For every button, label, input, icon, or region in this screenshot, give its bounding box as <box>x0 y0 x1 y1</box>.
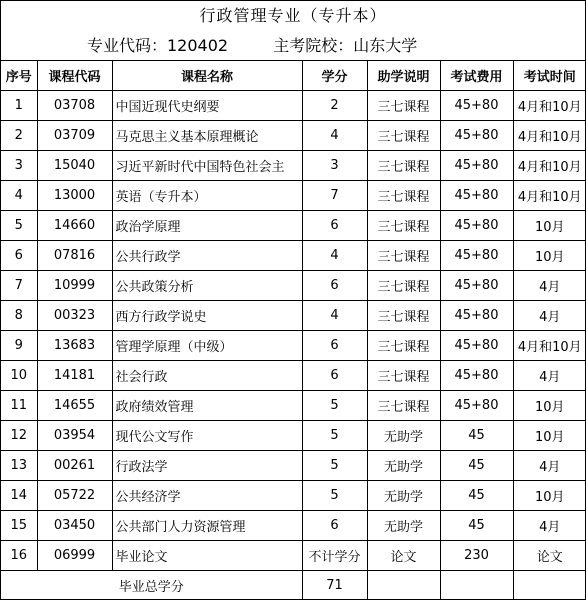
table-row <box>1 91 586 121</box>
header-row <box>1 61 586 91</box>
exam-time: 4月和10月 <box>513 121 586 151</box>
assist-note: 三七课程 <box>367 211 440 241</box>
table-row <box>1 301 586 331</box>
exam-fee: 45+80 <box>440 331 513 361</box>
row-index: 7 <box>1 271 37 301</box>
row-index: 10 <box>1 361 37 391</box>
assist-note: 无助学 <box>367 451 440 481</box>
course-credits: 5 <box>302 451 367 481</box>
exam-fee: 45+80 <box>440 241 513 271</box>
course-credits: 6 <box>302 361 367 391</box>
exam-time: 10月 <box>513 211 586 241</box>
course-name: 中国近现代史纲要 <box>112 91 302 121</box>
assist-note: 无助学 <box>367 511 440 541</box>
table-row <box>1 241 586 271</box>
course-credits: 6 <box>302 271 367 301</box>
row-index: 3 <box>1 151 37 181</box>
exam-fee: 45+80 <box>440 151 513 181</box>
exam-time: 4月和10月 <box>513 91 586 121</box>
course-credits: 3 <box>302 151 367 181</box>
course-credits: 2 <box>302 91 367 121</box>
header-course-name: 课程名称 <box>112 61 302 91</box>
assist-note: 三七课程 <box>367 91 440 121</box>
row-index: 12 <box>1 421 37 451</box>
exam-fee: 45 <box>440 451 513 481</box>
assist-note: 三七课程 <box>367 331 440 361</box>
course-code: 03954 <box>37 421 112 451</box>
page-title: 行政管理专业（专升本） <box>199 6 387 25</box>
course-name: 公共政策分析 <box>112 271 302 301</box>
course-code: 07816 <box>37 241 112 271</box>
total-label: 毕业总学分 <box>1 571 302 600</box>
total-empty-cell <box>513 571 586 600</box>
course-name: 公共行政学 <box>112 241 302 271</box>
exam-time: 10月 <box>513 241 586 271</box>
table-row <box>1 481 586 511</box>
exam-fee: 45 <box>440 511 513 541</box>
course-code: 13000 <box>37 181 112 211</box>
course-credits: 5 <box>302 421 367 451</box>
table-row <box>1 361 586 391</box>
course-code: 05722 <box>37 481 112 511</box>
exam-time: 4月和10月 <box>513 151 586 181</box>
exam-time: 10月 <box>513 421 586 451</box>
exam-fee: 45+80 <box>440 301 513 331</box>
row-index: 4 <box>1 181 37 211</box>
major-code: 专业代码：120402 <box>87 36 229 55</box>
table-row <box>1 121 586 151</box>
total-empty-cell <box>440 571 513 600</box>
course-code: 03450 <box>37 511 112 541</box>
course-name: 毕业论文 <box>112 541 302 571</box>
assist-note: 三七课程 <box>367 121 440 151</box>
total-empty-cell <box>367 571 440 600</box>
exam-fee: 45+80 <box>440 211 513 241</box>
table-row <box>1 451 586 481</box>
course-code: 03709 <box>37 121 112 151</box>
table-row <box>1 331 586 361</box>
course-code: 10999 <box>37 271 112 301</box>
row-index: 1 <box>1 91 37 121</box>
table-row <box>1 211 586 241</box>
exam-time: 4月 <box>513 271 586 301</box>
course-rows <box>1 91 586 571</box>
assist-note: 三七课程 <box>367 151 440 181</box>
row-index: 6 <box>1 241 37 271</box>
exam-fee: 45+80 <box>440 91 513 121</box>
table-row <box>1 391 586 421</box>
header-course-code: 课程代码 <box>37 61 112 91</box>
table-row <box>1 511 586 541</box>
course-code: 14181 <box>37 361 112 391</box>
assist-note: 三七课程 <box>367 241 440 271</box>
assist-note: 三七课程 <box>367 181 440 211</box>
table-row <box>1 421 586 451</box>
course-code: 14655 <box>37 391 112 421</box>
table-row <box>1 181 586 211</box>
course-code: 03708 <box>37 91 112 121</box>
course-name: 马克思主义基本原理概论 <box>112 121 302 151</box>
exam-fee: 45+80 <box>440 181 513 211</box>
course-credits: 6 <box>302 511 367 541</box>
exam-fee: 45+80 <box>440 121 513 151</box>
course-credits: 6 <box>302 211 367 241</box>
exam-fee: 45 <box>440 421 513 451</box>
course-name: 西方行政学说史 <box>112 301 302 331</box>
course-name: 社会行政 <box>112 361 302 391</box>
course-credits: 4 <box>302 121 367 151</box>
course-name: 英语（专升本） <box>112 181 302 211</box>
exam-fee: 45+80 <box>440 271 513 301</box>
header-credits: 学分 <box>302 61 367 91</box>
table-row <box>1 151 586 181</box>
assist-note: 无助学 <box>367 481 440 511</box>
header-exam-time: 考试时间 <box>513 61 586 91</box>
exam-time: 4月 <box>513 361 586 391</box>
row-index: 14 <box>1 481 37 511</box>
assist-note: 三七课程 <box>367 301 440 331</box>
table-row <box>1 271 586 301</box>
total-row <box>1 571 586 600</box>
course-credits: 4 <box>302 301 367 331</box>
assist-note: 三七课程 <box>367 391 440 421</box>
assist-note: 三七课程 <box>367 271 440 301</box>
exam-time: 10月 <box>513 481 586 511</box>
course-table <box>1 61 586 600</box>
course-code: 00323 <box>37 301 112 331</box>
assist-note: 无助学 <box>367 421 440 451</box>
exam-time: 10月 <box>513 391 586 421</box>
total-value: 71 <box>302 571 367 600</box>
exam-school: 主考院校：山东大学 <box>273 36 418 55</box>
course-code: 06999 <box>37 541 112 571</box>
row-index: 13 <box>1 451 37 481</box>
course-code: 00261 <box>37 451 112 481</box>
table-row <box>1 541 586 571</box>
header-exam-fee: 考试费用 <box>440 61 513 91</box>
exam-time: 4月 <box>513 511 586 541</box>
course-credits: 4 <box>302 241 367 271</box>
course-credits: 5 <box>302 481 367 511</box>
row-index: 2 <box>1 121 37 151</box>
course-credits: 5 <box>302 391 367 421</box>
exam-time: 4月和10月 <box>513 181 586 211</box>
header-index: 序号 <box>1 61 37 91</box>
course-code: 13683 <box>37 331 112 361</box>
exam-fee: 45+80 <box>440 361 513 391</box>
course-name: 公共部门人力资源管理 <box>112 511 302 541</box>
exam-time: 4月 <box>513 301 586 331</box>
course-credits: 不计学分 <box>302 541 367 571</box>
course-name: 公共经济学 <box>112 481 302 511</box>
course-name: 行政法学 <box>112 451 302 481</box>
header-assist-note: 助学说明 <box>367 61 440 91</box>
course-credits: 7 <box>302 181 367 211</box>
assist-note: 三七课程 <box>367 361 440 391</box>
course-name: 管理学原理（中级） <box>112 331 302 361</box>
row-index: 9 <box>1 331 37 361</box>
course-name: 习近平新时代中国特色社会主 <box>112 151 302 181</box>
course-code: 14660 <box>37 211 112 241</box>
row-index: 11 <box>1 391 37 421</box>
row-index: 16 <box>1 541 37 571</box>
assist-note: 论文 <box>367 541 440 571</box>
row-index: 15 <box>1 511 37 541</box>
exam-time: 4月和10月 <box>513 331 586 361</box>
exam-time: 论文 <box>513 541 586 571</box>
row-index: 5 <box>1 211 37 241</box>
exam-time: 4月 <box>513 451 586 481</box>
course-code: 15040 <box>37 151 112 181</box>
exam-fee: 45 <box>440 481 513 511</box>
course-credits: 6 <box>302 331 367 361</box>
subtitle-row <box>1 31 585 61</box>
course-name: 政治学原理 <box>112 211 302 241</box>
course-name: 现代公文写作 <box>112 421 302 451</box>
course-name: 政府绩效管理 <box>112 391 302 421</box>
exam-fee: 45+80 <box>440 391 513 421</box>
exam-fee: 230 <box>440 541 513 571</box>
row-index: 8 <box>1 301 37 331</box>
